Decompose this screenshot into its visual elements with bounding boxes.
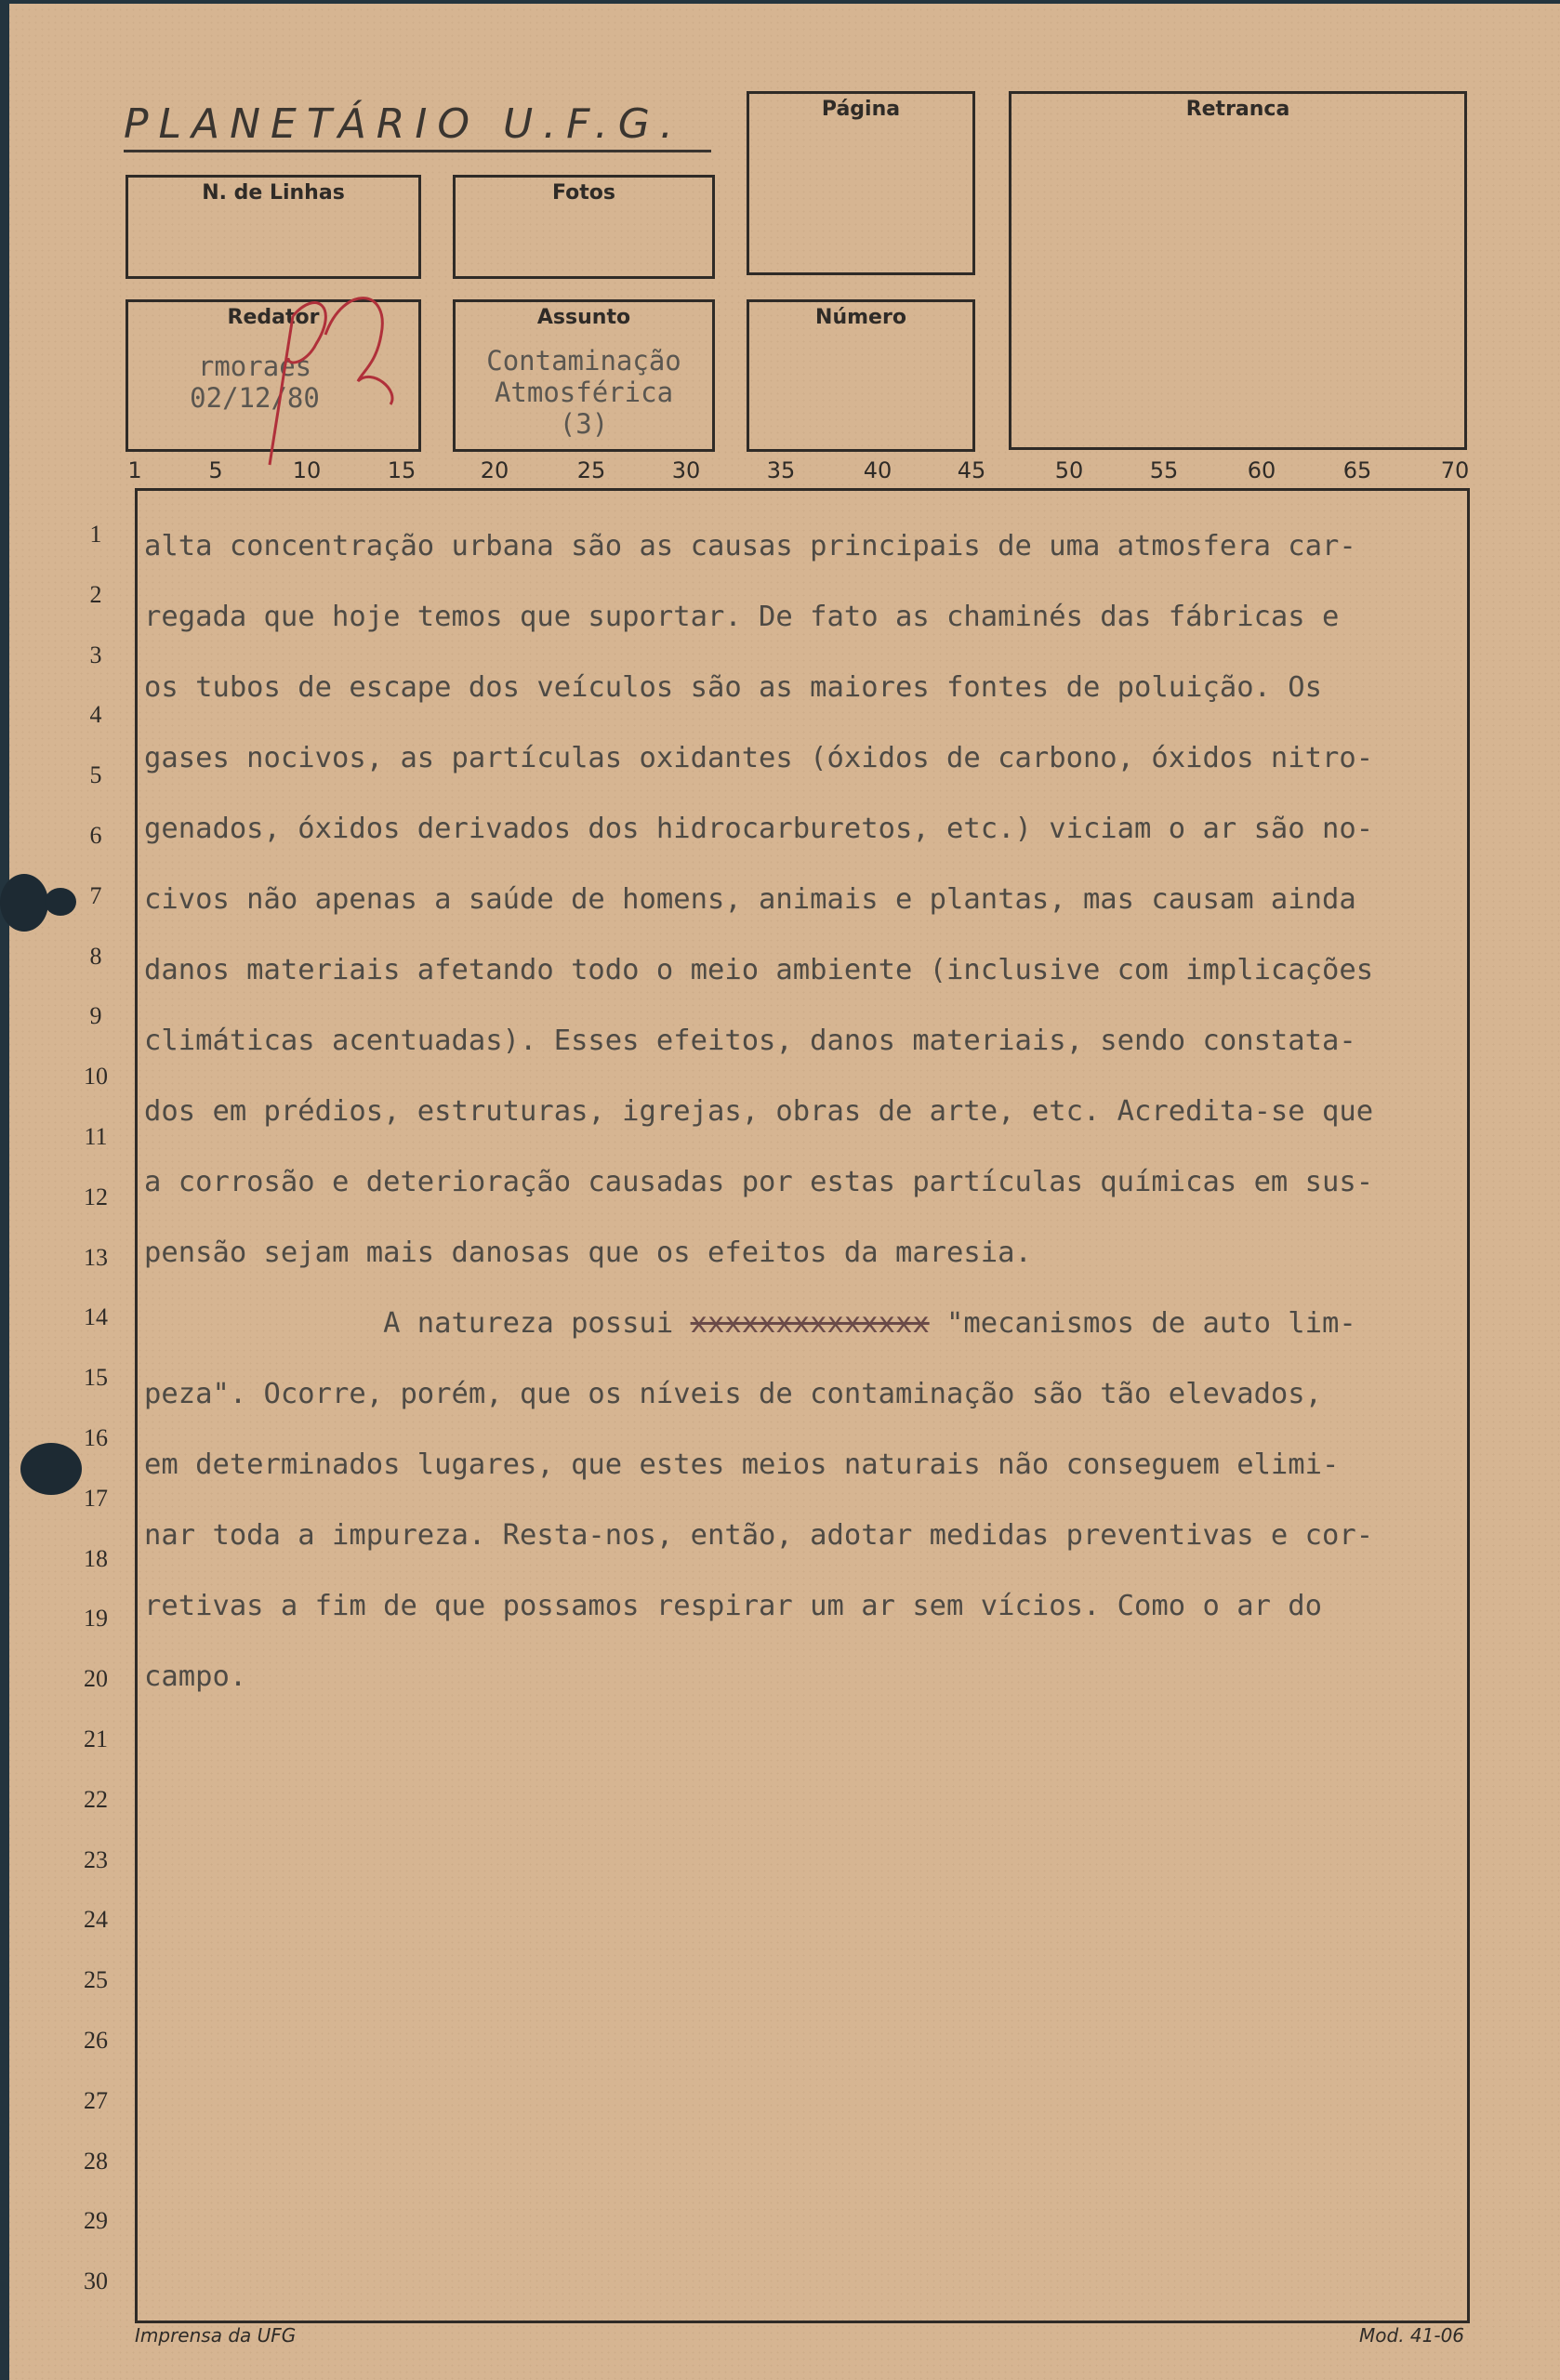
- line-number: 12: [84, 1183, 108, 1210]
- line-number: 15: [84, 1364, 108, 1392]
- printer-credit: Imprensa da UFG: [135, 2324, 297, 2347]
- ruler-tick: 55: [1149, 457, 1179, 483]
- redator-value: rmoraes 02/12/80: [190, 350, 320, 414]
- line-number: 19: [84, 1605, 108, 1633]
- ruler-tick: 1: [127, 457, 142, 483]
- fotos-box: [453, 175, 715, 279]
- paragraph-continuation: "mecanismos de auto lim-: [929, 1307, 1356, 1340]
- pagina-label: Página: [821, 98, 901, 121]
- form-model-code: Mod. 41-06: [1359, 2324, 1465, 2347]
- line-number: 21: [84, 1726, 108, 1752]
- ruler-tick: 10: [292, 457, 322, 483]
- typed-line: regada que hoje temos que suportar. De fato as chaminés das fábricas e: [144, 601, 1340, 633]
- ruler-tick: 30: [671, 457, 701, 483]
- line-number: 2: [89, 580, 102, 608]
- ruler-tick: 60: [1247, 457, 1276, 483]
- line-number: 26: [84, 2027, 108, 2054]
- linhas-label: N. de Linhas: [202, 181, 345, 205]
- line-number: 10: [84, 1063, 108, 1091]
- ruler-tick: 70: [1440, 457, 1470, 483]
- retranca-box: [1009, 91, 1467, 450]
- line-number: 4: [89, 701, 102, 729]
- ruler-tick: 5: [208, 457, 223, 483]
- typed-line: civos não apenas a saúde de homens, animais e plantas, mas causam ainda: [144, 883, 1356, 916]
- numero-label: Número: [815, 306, 906, 329]
- assunto-box: [453, 299, 715, 452]
- pagina-box: [747, 91, 975, 275]
- line-number: 20: [84, 1665, 108, 1693]
- typed-line: danos materiais afetando todo o meio ambiente (inclusive com implicações: [144, 954, 1374, 986]
- ruler-tick: 45: [957, 457, 986, 483]
- ruler-tick: 25: [576, 457, 606, 483]
- column-ruler: [0, 457, 1560, 485]
- assunto-label: Assunto: [536, 306, 631, 329]
- typed-line: climáticas acentuadas). Esses efeitos, danos materiais, sendo constata-: [144, 1025, 1356, 1057]
- linhas-box: [126, 175, 421, 279]
- redator-label: Redator: [227, 306, 320, 329]
- line-number: 5: [89, 761, 102, 789]
- handwritten-initials: [251, 279, 418, 474]
- line-number: 1: [89, 521, 102, 548]
- ruler-tick: 50: [1054, 457, 1084, 483]
- typed-line: retivas a fim de que possamos respirar um ar sem vícios. Como o ar do: [144, 1590, 1323, 1622]
- typed-line: peza". Ocorre, porém, que os níveis de contaminação são tão elevados,: [144, 1378, 1323, 1410]
- ruler-tick: 20: [480, 457, 509, 483]
- line-number: 11: [84, 1123, 108, 1150]
- struck-out-text: xxxxxxxxxxxxxx: [690, 1307, 930, 1340]
- line-number: 17: [84, 1484, 108, 1512]
- ruler-tick: 15: [387, 457, 416, 483]
- line-number: 6: [89, 822, 102, 849]
- line-number: 9: [89, 1002, 102, 1030]
- typed-line: gases nocivos, as partículas oxidantes (óxidos de carbono, óxidos nitro-: [144, 742, 1374, 774]
- ruler-tick: 35: [766, 457, 796, 483]
- typed-line: os tubos de escape dos veículos são as maiores fontes de poluição. Os: [144, 671, 1323, 704]
- typed-line: pensão sejam mais danosas que os efeitos da maresia.: [144, 1236, 1032, 1269]
- line-number: 29: [84, 2207, 108, 2235]
- numero-box: [747, 299, 975, 452]
- line-number: 27: [84, 2086, 108, 2114]
- retranca-label: Retranca: [1185, 98, 1290, 121]
- typed-line: dos em prédios, estruturas, igrejas, obras de arte, etc. Acredita-se que: [144, 1095, 1374, 1128]
- typed-line: em determinados lugares, que estes meios naturais não conseguem elimi-: [144, 1448, 1340, 1481]
- title-underline: [124, 150, 711, 152]
- typed-line: [144, 1289, 1356, 1359]
- scan-edge-top: [0, 0, 1560, 4]
- paragraph-start: A natureza possui: [144, 1307, 691, 1340]
- typed-line: a corrosão e deterioração causadas por estas partículas químicas em sus-: [144, 1166, 1374, 1198]
- typed-line: campo.: [144, 1660, 247, 1693]
- typed-line: genados, óxidos derivados dos hidrocarburetos, etc.) viciam o ar são no-: [144, 813, 1374, 845]
- line-number: 8: [89, 942, 102, 970]
- line-number: 7: [89, 881, 102, 909]
- ruler-tick: 40: [863, 457, 892, 483]
- line-number: 28: [84, 2147, 108, 2175]
- line-number: 13: [84, 1243, 108, 1271]
- line-number: 23: [84, 1845, 108, 1873]
- line-number: 16: [84, 1424, 108, 1451]
- ruler-tick: 65: [1342, 457, 1372, 483]
- institution-title: PLANETÁRIO U.F.G.: [124, 100, 683, 148]
- line-number: 24: [84, 1906, 108, 1934]
- line-number: 18: [84, 1544, 108, 1572]
- fotos-label: Fotos: [552, 181, 615, 205]
- line-number: 30: [84, 2268, 108, 2295]
- scan-edge-left: [0, 0, 9, 2380]
- line-number: 22: [84, 1785, 108, 1813]
- line-number: 3: [89, 641, 102, 668]
- ink-blot: [0, 874, 48, 932]
- typed-line: nar toda a impureza. Resta-nos, então, adotar medidas preventivas e cor-: [144, 1519, 1374, 1552]
- ink-blot: [45, 888, 76, 916]
- typed-line: alta concentração urbana são as causas principais de uma atmosfera car-: [144, 530, 1356, 562]
- assunto-value: Contaminação Atmosférica (3): [486, 345, 681, 440]
- line-number: 25: [84, 1966, 108, 1994]
- line-number: 14: [84, 1303, 108, 1331]
